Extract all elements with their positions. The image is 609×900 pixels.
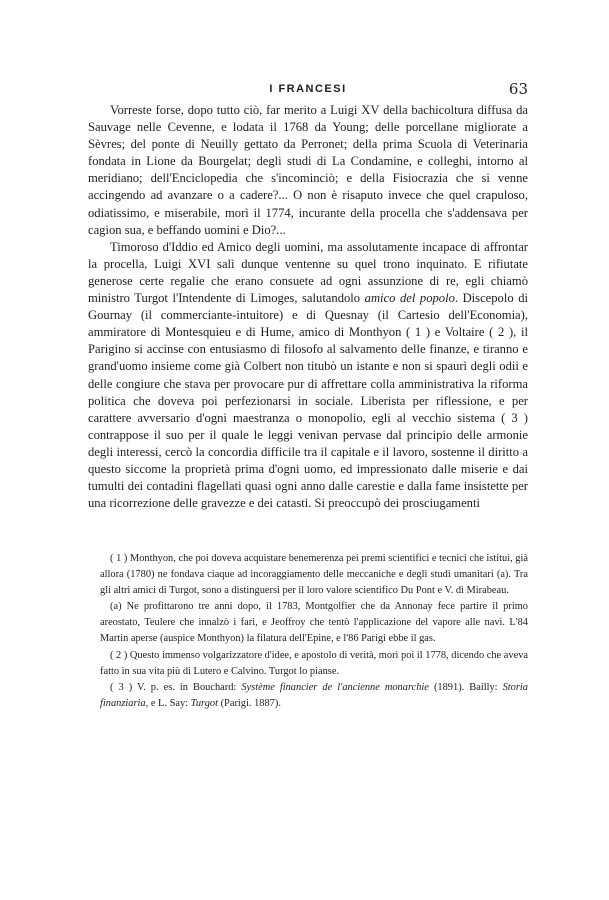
running-title: I FRANCESI: [269, 83, 347, 95]
text-run: Timoroso d'Iddio ed Amico degli uomini, ma assolutamente incapace di affrontar la procella, Luigi XVI salì dunque ventenne su quel trono inquinato. E rifiutate generose certe regalie che erano consuete ad ogni assunzione di re, egli chiamò ministro Turgot l'Intendente di Limoges, salutandolo: [88, 239, 528, 306]
footnote-3: [100, 680, 528, 712]
page-number: 63: [508, 80, 528, 98]
text-run: (Parigi. 1887).: [218, 697, 281, 709]
text-run: (1891). Bailly:: [428, 681, 503, 693]
text-run: ( 3 ) V. p. es. in Bouchard:: [110, 681, 242, 693]
italic-phrase: amico del popolo: [364, 291, 455, 306]
paragraph: [88, 239, 528, 513]
footnote-2: ( 2 ) Questo immenso volgarizzatore d'idee, e apostolo di verità, morì poi il 1778, dicendo che aveva fatto in sua vita più di Lutero e Calvino. Turgot lo pianse.: [100, 649, 528, 677]
text-run: , e L. Say:: [145, 697, 191, 709]
footnote-1a: (a) Ne profittarono tre anni dopo, il 1783, Montgolfier che da Annonay fece partire il primo areostato, Teulere che innalzò i fari, e Jeoffroy che tentò l'applicazione del vapore alle navi. L'84 Martin aperse (auspice Monthyon) la filatura dell'Epine, e l'86 Parigi ebbe il gas.: [100, 601, 528, 645]
italic-title: Système financier de l'ancienne monarchie: [241, 681, 429, 693]
paragraph: Vorreste forse, dopo tutto ciò, far merito a Luigi XV della bachicoltura diffusa da Sauvage nelle Cevenne, e lodata il 1768 da Young; delle porcellane migliorate a Sèvres; del ponte di Neuilly gettato da Perronet; della prima Scuola di Veterinaria fondata in Lione da Bourgelat; degli studi di La Condamine, e colleghi, intorno al meridiano; dell'Enciclopedia che s'incominciò; e della Fisiocrazia che si venne accingendo ad avanzare o a cadere?... O non è risaputo invece che quel crapuloso, odiatissimo, e miserabile, morì il 1774, incurante della procella che s'addensava per cagion sua, e beffando uomini e Dio?...: [88, 103, 528, 237]
page-header: [88, 80, 528, 100]
footnote-1: ( 1 ) Monthyon, che poi doveva acquistare benemerenza pei premi scientifici e tecnici che istituì, già allora (1780) ne fondava ciaque ad incoraggiamento delle meccaniche e degli studi umanitari (a). Tra gli altri amici di Turgot, sono a distinguersi per il loro valore scientifico Du Pont e V. di Mirabeau.: [100, 553, 528, 597]
italic-title: Storia finanziaria: [100, 681, 528, 709]
text-run: . Discepolo di Gournay (il commerciante-intuitore) e di Quesnay (il Cartesio dell'Economia), ammiratore di Montesquieu e di Hume, amico di Monthyon ( 1 ) e Voltaire ( 2 ), il Parigino si accinse con entusiasmo di filosofo al salvamento delle finanze, e tiranno e grand'uomo insieme come già Colbert non titubò un istante e non si spaurì degli odii e delle congiure che stava per provocare pur di affrettare colla amministrativa la riforma politica che doveva poi perfezionarsi in sociale. Liberista per riflessione, e per carattere avversario d'ogni maestranza o monopolio, egli al vecchio sistema ( 3 ) contrappose il suo per il quale le leggi venivan pervase dal principio delle armonie degli interessi, cercò la concordia difficile tra il capitale e il lavoro, sostenne il diritto a questo siccome la proprietà prima d'ogni uomo, ed impressionato dalle miserie e dai tumulti dei contadini flagellati quasi ogni anno dalle carestie e dalla fame insistette per una ricorrezione delle gravezze e dei catasti. Si preoccupò dei prosciugamenti: [88, 291, 528, 511]
italic-title: Turgot: [190, 697, 218, 709]
main-text: [88, 102, 528, 512]
footnotes: [100, 551, 528, 712]
